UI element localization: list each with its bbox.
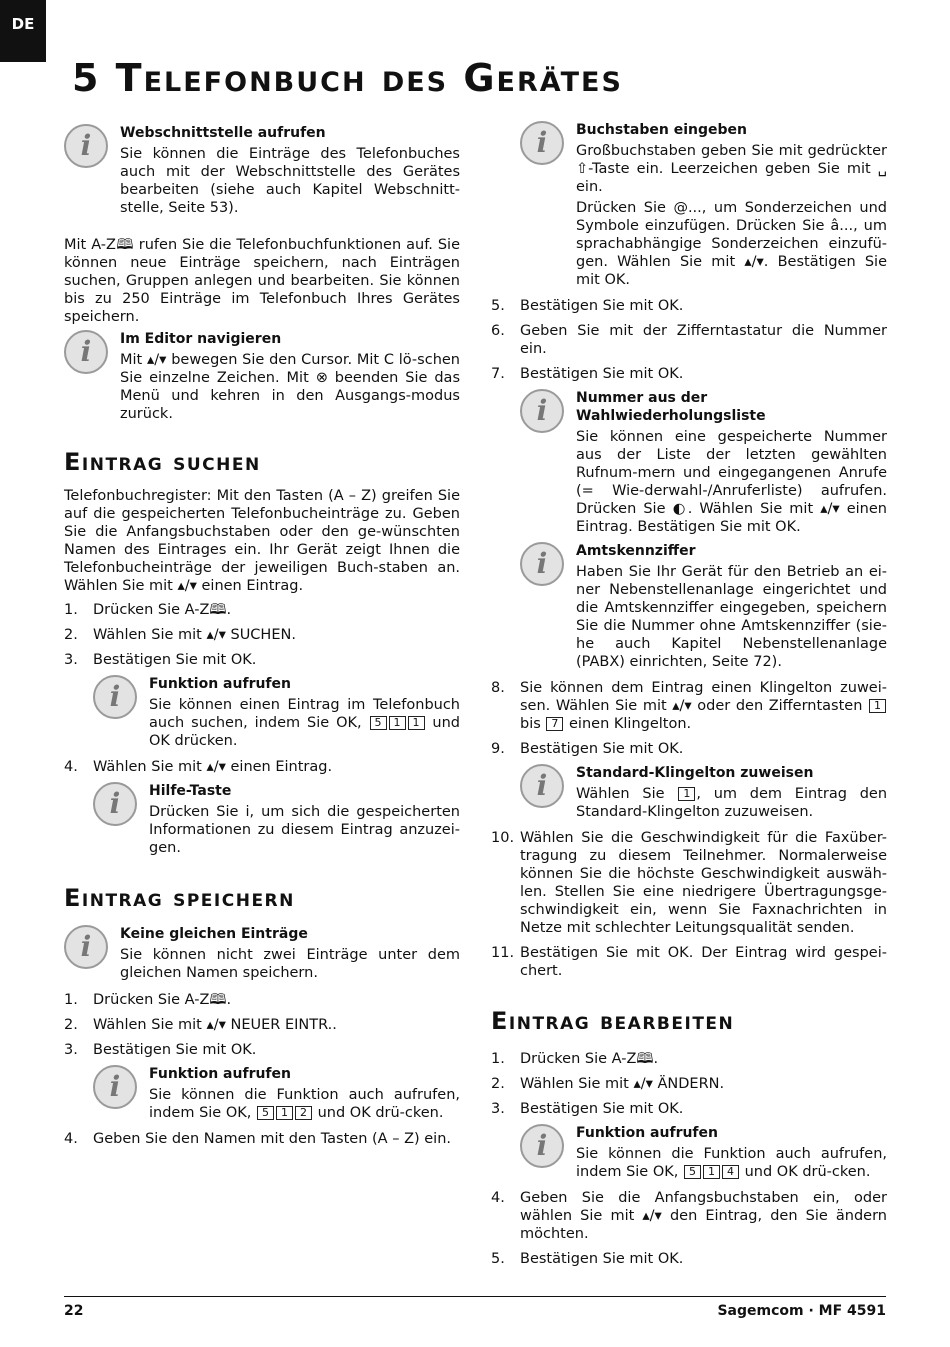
note-function-save [93,1065,460,1122]
note-function-edit [520,1124,887,1181]
note-body: Drücken Sie @..., um Sonderzeichen und Symbole einzufügen. Drücken Sie â..., um sprachabhängige Sonderzeichen einzufü-gen. Wählen Sie mit ▴/▾. Bestätigen Sie mit OK. [576,200,887,288]
step: 11. Bestätigen Sie mit OK. Der Eintrag wird gespei-chert. [491,945,887,979]
left-column [64,124,460,1148]
note-title: Buchstaben eingeben [576,122,747,138]
note-body: Sie können eine gespeicherte Nummer aus der Liste der letzten gewählten Rufnum-mern und eingegangenen Anrufe (= Wie-derwahl-/Anruferliste) aufrufen. Drücken Sie ◐. Wählen Sie mit ▴/▾ einen Eintrag. Bestätigen Sie mit OK. [576,429,887,535]
info-icon: i [64,925,108,969]
info-icon: i [64,330,108,374]
page-number: 22 [64,1303,84,1319]
note-body: Haben Sie Ihr Gerät für den Betrieb an ei-ner Nebenstellenanlage eingerichtet und die Amtskennziffer eingegeben, speichern Sie die Nummer ohne Amtskennziffer (sie-he auch Kapitel Nebenstellenanlage (PABX) einrichten, Seite 72). [576,564,887,670]
info-icon: i [520,389,564,433]
step: 6. Geben Sie mit der Zifferntastatur die Nummer ein. [491,323,887,357]
note-title: Standard-Klingelton zuweisen [576,765,814,781]
note-title: Hilfe-Taste [149,783,232,799]
heading-search: Eintrag suchen [64,448,261,476]
note-title: Keine gleichen Einträge [120,926,308,942]
info-icon: i [520,121,564,165]
page-title: 5 Telefonbuch des Gerätes [72,56,623,100]
note-body: Sie können einen Eintrag im Telefonbuch auch suchen, indem Sie OK, 5 1 1 und OK drücken. [149,697,461,749]
step: 2. Wählen Sie mit ▴/▾ ÄNDERN. [491,1076,725,1092]
step: 2. Wählen Sie mit ▴/▾ SUCHEN. [64,627,296,643]
note-body: Sie können die Funktion auch aufrufen, indem Sie OK, 5 1 4 und OK drü-cken. [576,1146,887,1180]
footer-brand: Sagemcom · MF 4591 [717,1303,886,1319]
search-intro: Telefonbuchregister: Mit den Tasten (A – Z) greifen Sie auf die gespeicherten Telefonbucheinträge zu. Geben Sie die Anfangsbuchstaben oder den ge-wünschten Namen des Eintrages ein. Ihr Gerät zeigt Ihnen die Telefonbucheinträge der jeweiligen Buch-staben an. Wählen Sie mit ▴/▾ einen Eintrag. [64,488,460,594]
note-title: Amtskennziffer [576,543,696,559]
key-1: 1 [869,699,886,713]
key-1: 1 [276,1106,293,1120]
note-body: Sie können die Einträge des Telefonbuches auch mit der Webschnittstelle des Gerätes bearbeiten (siehe auch Kapitel Webschnitt-stelle, Seite 53). [120,146,460,216]
key-1: 1 [408,716,425,730]
note-editor [64,330,460,423]
step: 4. Geben Sie die Anfangsbuchstaben ein, oder wählen Sie mit ▴/▾ den Eintrag, den Sie ändern möchten. [491,1190,887,1242]
step: 8. Sie können dem Eintrag einen Klingelton zuwei-sen. Wählen Sie mit ▴/▾ oder den Zifferntasten 1 bis 7 einen Klingelton. [491,680,887,732]
step: 3. Bestätigen Sie mit OK. [491,1101,684,1117]
note-webinterface [64,124,460,224]
step: 4. Geben Sie den Namen mit den Tasten (A – Z) ein. [64,1131,452,1147]
step: 4. Wählen Sie mit ▴/▾ einen Eintrag. [64,759,333,775]
step: 1. Drücken Sie A-Z🕮. [491,1051,659,1067]
step: 10. Wählen Sie die Geschwindigkeit für die Faxüber-tragung zu diesem Teilnehmer. Normalerweise können Sie die höchste Geschwindigkeit auswäh-len. Stellen Sie eine niedrigere Übertragungsge-schwindigkeit ein, wenn Sie Faxnachrichten in Netze mit schlechter Leitungsqualität senden. [491,830,887,936]
info-icon: i [93,782,137,826]
key-1: 1 [678,787,695,801]
heading-save: Eintrag speichern [64,884,295,912]
note-title: Im Editor navigieren [120,331,282,347]
info-icon: i [520,1124,564,1168]
step: 2. Wählen Sie mit ▴/▾ NEUER EINTR.. [64,1017,337,1033]
note-help-key [93,782,460,857]
key-5: 5 [257,1106,274,1120]
note-no-duplicates [64,925,460,982]
note-body: Sie können nicht zwei Einträge unter dem gleichen Namen speichern. [120,947,460,981]
step: 1. Drücken Sie A-Z🕮. [64,602,232,618]
note-body: Wählen Sie 1 , um dem Eintrag den Standard-Klingelton zuzuweisen. [576,786,888,820]
language-tab: DE [0,0,46,62]
note-title: Funktion aufrufen [576,1125,718,1141]
key-1: 1 [703,1165,720,1179]
note-function-search [93,675,460,750]
step: 9. Bestätigen Sie mit OK. [491,741,684,757]
note-body: Drücken Sie i, um sich die gespeicherten Informationen zu diesem Eintrag anzuzei-gen. [149,804,460,856]
heading-edit: Eintrag bearbeiten [491,1007,735,1035]
note-title: Webschnittstelle aufrufen [120,125,326,141]
note-ringtone [520,764,887,821]
key-1: 1 [389,716,406,730]
note-title: Nummer aus der Wahlwiederholungsliste [576,390,766,424]
key-2: 2 [295,1106,312,1120]
note-title: Funktion aufrufen [149,1066,291,1082]
right-column [491,121,887,1268]
key-4: 4 [722,1165,739,1179]
note-letters [520,121,887,289]
note-body: Sie können die Funktion auch aufrufen, indem Sie OK, 5 1 2 und OK drü-cken. [149,1087,460,1121]
intro-paragraph: Mit A-Z🕮 rufen Sie die Telefonbuchfunktionen auf. Sie können neue Einträge speichern, nach Einträgen suchen, Gruppen anlegen und bearbeiten. Sie können bis zu 250 Einträge im Telefonbuch Ihres Gerätes speichern. [64,237,460,325]
key-5: 5 [370,716,387,730]
info-icon: i [520,764,564,808]
footer-divider [64,1296,886,1297]
step: 3. Bestätigen Sie mit OK. [64,1042,257,1058]
step: 3. Bestätigen Sie mit OK. [64,652,257,668]
note-redial [520,389,887,536]
info-icon: i [93,675,137,719]
info-icon: i [520,542,564,586]
note-pabx [520,542,887,671]
key-7: 7 [546,717,563,731]
step: 5. Bestätigen Sie mit OK. [491,1251,684,1267]
note-title: Funktion aufrufen [149,676,291,692]
key-5: 5 [684,1165,701,1179]
step: 5. Bestätigen Sie mit OK. [491,298,684,314]
info-icon: i [64,124,108,168]
note-body: Mit ▴/▾ bewegen Sie den Cursor. Mit C lö-schen Sie einzelne Zeichen. Mit ⊗ beenden Sie das Menü und kehren in den Ausgangs-modus zurück. [120,352,460,422]
note-body: Großbuchstaben geben Sie mit gedrückter ⇧-Taste ein. Leerzeichen geben Sie mit ␣ ein. [576,143,887,195]
step: 1. Drücken Sie A-Z🕮. [64,992,232,1008]
step: 7. Bestätigen Sie mit OK. [491,366,684,382]
info-icon: i [93,1065,137,1109]
